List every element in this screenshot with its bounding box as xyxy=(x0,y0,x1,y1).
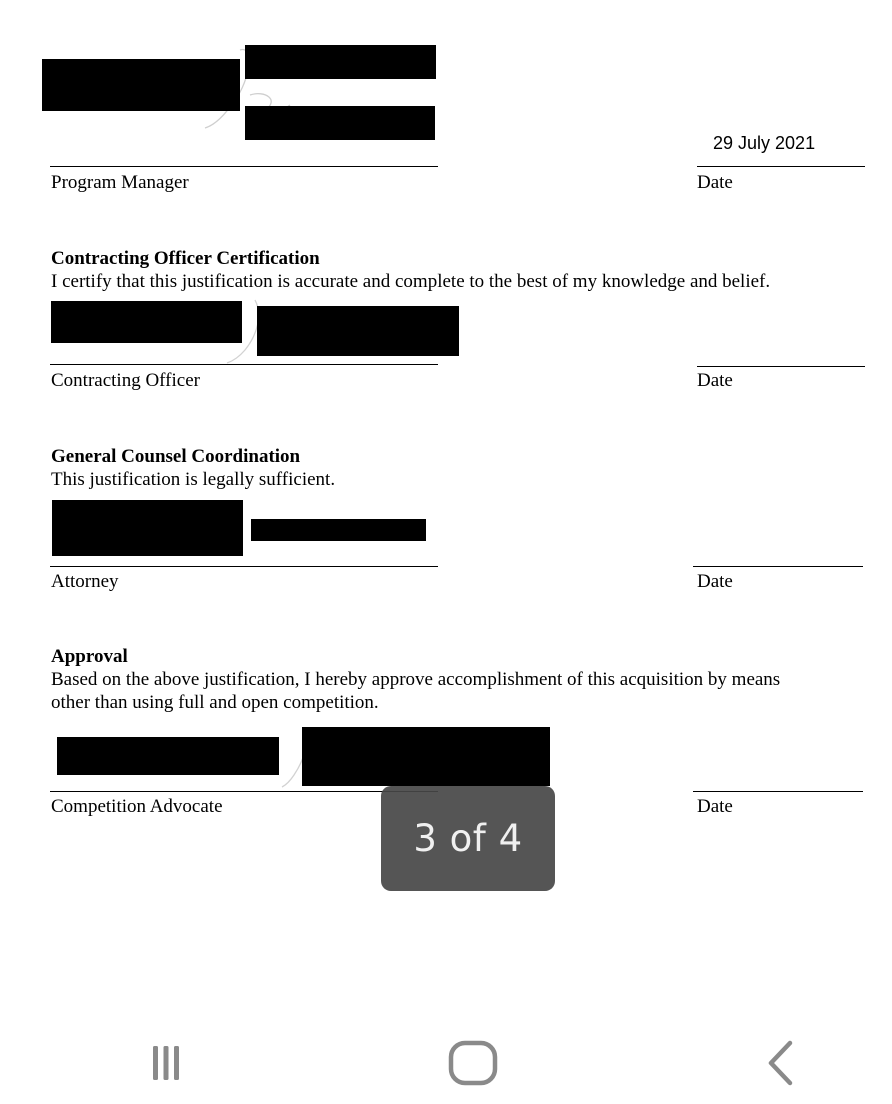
redacted-name xyxy=(302,727,550,786)
date-line xyxy=(697,166,865,167)
date-label: Date xyxy=(697,172,733,193)
date-line xyxy=(697,366,865,367)
back-button[interactable] xyxy=(752,1035,808,1091)
redacted-name xyxy=(245,45,436,79)
back-icon xyxy=(760,1038,800,1088)
home-button[interactable] xyxy=(440,1035,506,1091)
recent-apps-icon xyxy=(144,1041,188,1085)
signer-label: Program Manager xyxy=(51,172,189,193)
recent-apps-button[interactable] xyxy=(136,1035,196,1091)
section-body: This justification is legally sufficient. xyxy=(51,469,336,490)
date-line xyxy=(693,566,863,567)
signature-line xyxy=(50,566,438,567)
section-body: I certify that this justification is accurate and complete to the best of my knowledge and belief. xyxy=(51,271,771,292)
page-indicator: 3 of 4 xyxy=(381,786,555,891)
date-label: Date xyxy=(697,571,733,592)
date-label: Date xyxy=(697,796,733,817)
signature-line xyxy=(50,166,438,167)
redacted-title xyxy=(245,106,435,140)
signer-label: Attorney xyxy=(51,571,119,592)
date-value: 29 July 2021 xyxy=(713,133,816,153)
redacted-signature xyxy=(51,301,242,343)
redacted-name xyxy=(251,519,426,541)
signature-line xyxy=(50,791,438,792)
home-icon xyxy=(446,1038,500,1088)
redacted-signature xyxy=(42,59,240,111)
signer-label: Competition Advocate xyxy=(51,796,223,817)
redacted-name xyxy=(257,306,459,356)
date-label: Date xyxy=(697,370,733,391)
signer-label: Contracting Officer xyxy=(51,370,200,391)
redacted-signature xyxy=(57,737,279,775)
section-body-line-1: Based on the above justification, I hereby approve accomplishment of this acquisition by means xyxy=(51,669,781,690)
section-body-line-2: other than using full and open competition. xyxy=(51,692,379,713)
redacted-signature xyxy=(52,500,243,556)
signature-line xyxy=(50,364,438,365)
date-line xyxy=(693,791,863,792)
section-heading: Approval xyxy=(51,646,128,667)
section-heading: Contracting Officer Certification xyxy=(51,248,320,269)
section-heading: General Counsel Coordination xyxy=(51,446,301,467)
